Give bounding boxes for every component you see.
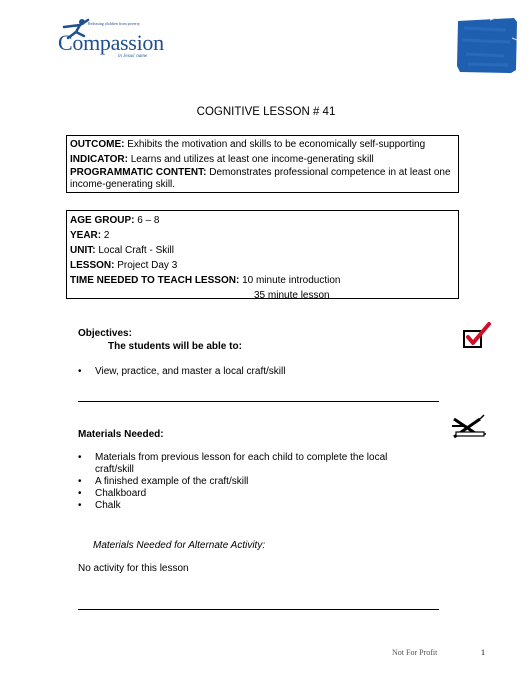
time-value-1: 10 minute introduction [242, 275, 341, 286]
year-line [70, 228, 455, 243]
programmatic-label: PROGRAMMATIC CONTENT: [70, 167, 207, 178]
unit-label: UNIT: [70, 245, 96, 256]
page-title: COGNITIVE LESSON # 41 [196, 106, 336, 118]
year-label: YEAR: [70, 230, 102, 241]
year-value: 2 [103, 230, 110, 241]
footer-not-for-profit: Not For Profit [392, 648, 438, 657]
age-group-value: 6 – 8 [137, 215, 160, 226]
unit-line [70, 243, 455, 258]
section-divider [78, 401, 439, 402]
indicator-value: Learns and utilizes at least one income-generating skill [130, 154, 374, 165]
age-group-line [70, 213, 455, 228]
materials-list [78, 452, 408, 512]
objectives-list [78, 366, 408, 378]
time-line-2 [70, 288, 455, 303]
programmatic-value: Demonstrates professional competence in at least one income-generating skill. [70, 167, 451, 190]
unit-value: Local Craft - Skill [98, 245, 174, 256]
list-item: • Materials from previous lesson for each child to complete the local craft/skill [78, 452, 408, 476]
outcome-label: OUTCOME: [70, 139, 125, 150]
page-number: 1 [481, 648, 485, 657]
lesson-label: LESSON: [70, 260, 115, 271]
time-line [70, 273, 455, 288]
time-label: TIME NEEDED TO TEACH LESSON: [70, 275, 240, 286]
lesson-value: Project Day 3 [117, 260, 178, 271]
indicator-line [70, 152, 455, 167]
logo-tagline-top: Releasing children from poverty [88, 21, 140, 26]
logo-tagline-bottom: in Jesus' name [118, 54, 148, 59]
lesson-line [70, 258, 455, 273]
list-item: • Chalkboard [78, 488, 408, 500]
blue-brush-patch [456, 18, 518, 74]
alternate-heading: Materials Needed for Alternate Activity: [93, 540, 266, 551]
list-item: • Chalk [78, 500, 408, 512]
age-group-label: AGE GROUP: [70, 215, 135, 226]
materials-heading: Materials Needed: [78, 429, 164, 440]
objectives-heading: Objectives: [78, 328, 132, 339]
logo-wordmark: Compassion [58, 30, 164, 55]
outcome-box [66, 135, 459, 193]
compassion-logo [52, 18, 172, 66]
objectives-subheading: The students will be able to: [108, 341, 242, 352]
pencil-crayons-icon [450, 413, 486, 441]
programmatic-line [70, 167, 455, 190]
outcome-line [70, 137, 455, 152]
alternate-text: No activity for this lesson [78, 563, 189, 574]
lesson-info-box [66, 210, 459, 299]
indicator-label: INDICATOR: [70, 154, 128, 165]
list-item: • A finished example of the craft/skill [78, 476, 408, 488]
time-value-2: 35 minute lesson [254, 290, 330, 301]
section-divider [78, 609, 439, 610]
list-item: • View, practice, and master a local craft/skill [78, 366, 408, 378]
checkbox-check-icon [462, 322, 492, 350]
outcome-value: Exhibits the motivation and skills to be economically self-supporting [127, 139, 426, 150]
